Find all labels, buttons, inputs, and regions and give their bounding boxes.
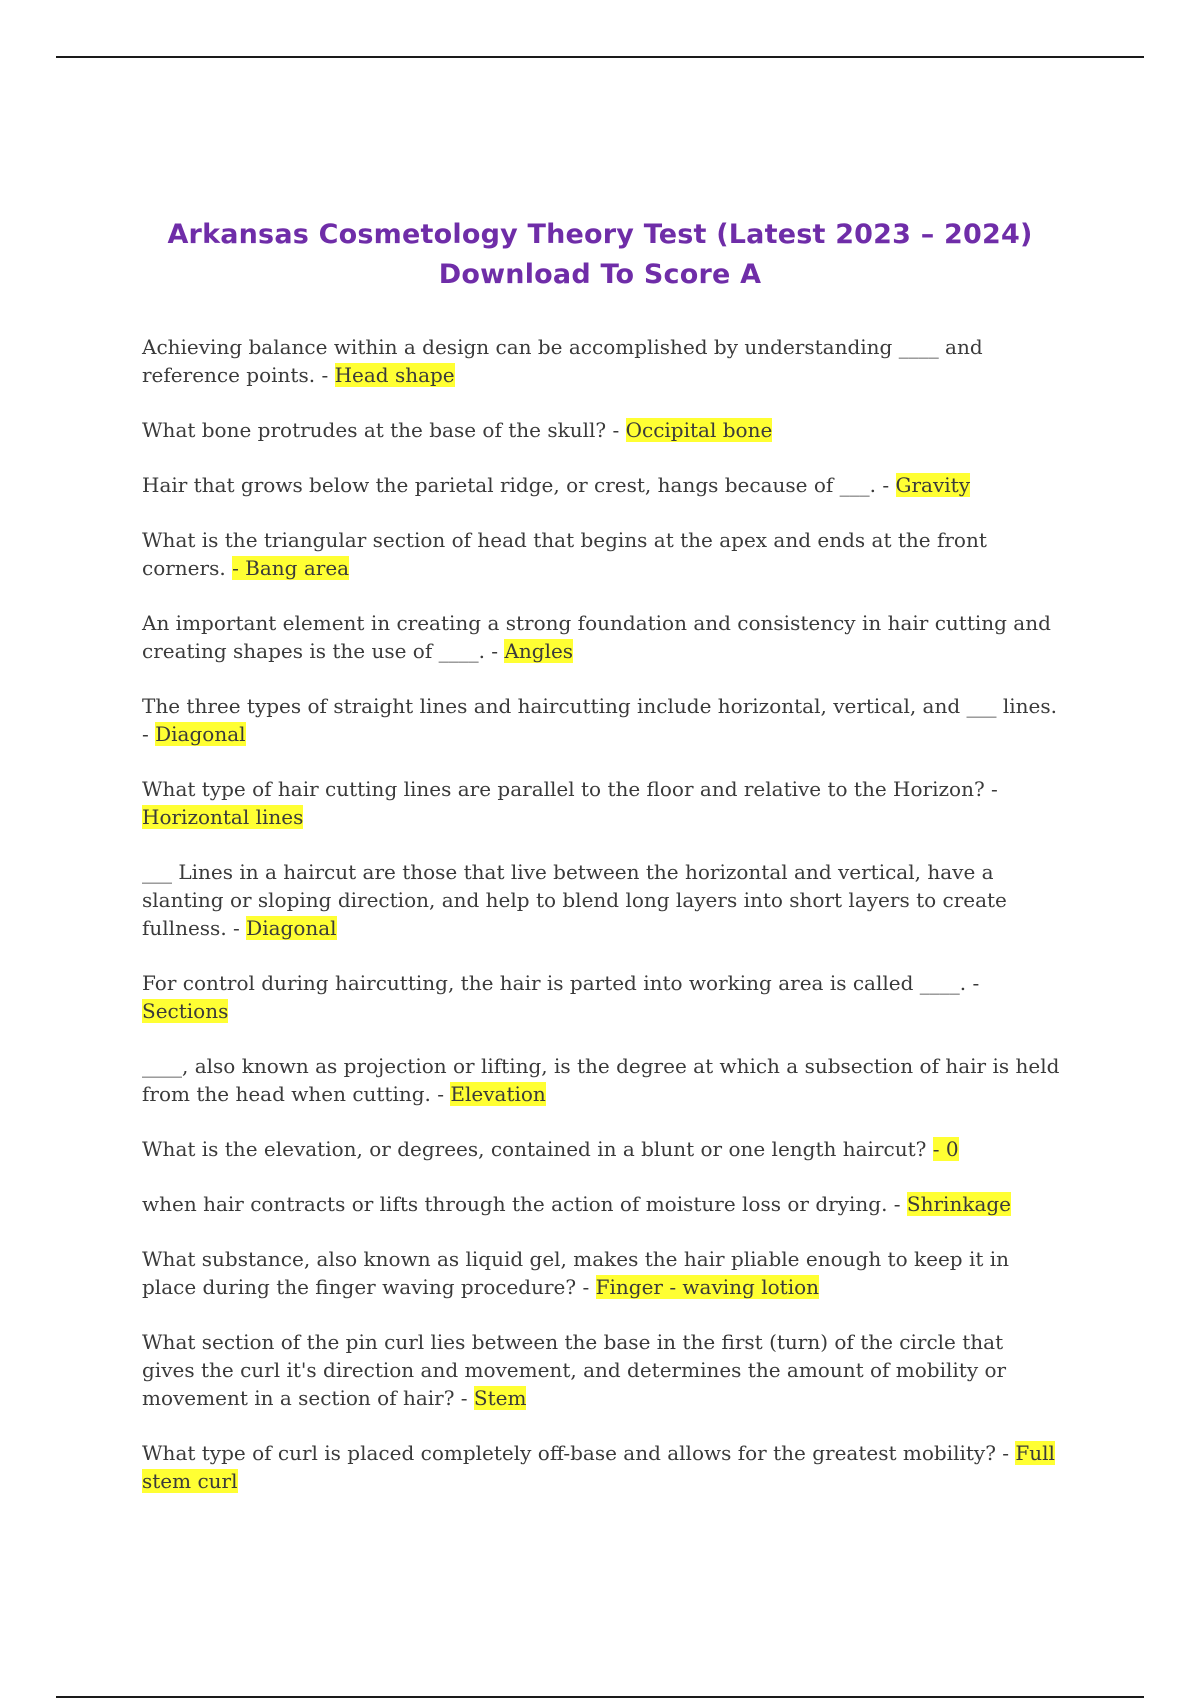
- qa-item-9: [142, 969, 1062, 1025]
- separator: -: [315, 363, 335, 387]
- question-text: What bone protrudes at the base of the skull?: [142, 418, 607, 442]
- qa-item-5: [142, 609, 1062, 665]
- answer-highlight: Gravity: [895, 473, 970, 497]
- top-rule: [56, 56, 1144, 58]
- separator: -: [995, 1441, 1016, 1465]
- separator: -: [226, 916, 247, 940]
- answer-highlight: Horizontal lines: [142, 805, 304, 829]
- qa-item-3: [142, 471, 1062, 499]
- qa-item-7: [142, 775, 1062, 831]
- separator: -: [576, 1275, 596, 1299]
- answer-highlight: Head shape: [334, 363, 455, 387]
- title-line-2: Download To Score A: [438, 259, 762, 290]
- separator: -: [606, 418, 626, 442]
- separator: -: [454, 1386, 474, 1410]
- answer-highlight: - Bang area: [232, 556, 350, 580]
- qa-item-12: [142, 1190, 1062, 1218]
- qa-item-10: [142, 1052, 1062, 1108]
- question-text: ___ Lines in a haircut are those that live between the horizontal and vertical, have a slanting or sloping direction, and help to blend long layers into short layers to create fullness.: [142, 860, 1007, 940]
- answer-highlight: Sections: [142, 999, 229, 1023]
- question-text: when hair contracts or lifts through the action of moisture loss or drying.: [142, 1192, 888, 1216]
- question-text: ____, also known as projection or lifting, is the degree at which a subsection of hair is held from the head when cutting.: [142, 1054, 1060, 1106]
- answer-highlight: Diagonal: [246, 916, 337, 940]
- qa-item-4: [142, 526, 1062, 582]
- separator: -: [887, 1192, 907, 1216]
- qa-item-1: [142, 333, 1062, 389]
- question-text: What type of curl is placed completely off-base and allows for the greatest mobility?: [142, 1441, 996, 1465]
- separator: -: [430, 1082, 451, 1106]
- question-answer-list: [142, 333, 1062, 1522]
- question-text: What is the elevation, or degrees, contained in a blunt or one length haircut?: [142, 1137, 927, 1161]
- answer-highlight: - 0: [932, 1137, 959, 1161]
- question-text: An important element in creating a strong foundation and consistency in hair cutting and creating shapes is the use of ____.: [142, 611, 1051, 663]
- answer-highlight: Full stem curl: [142, 1441, 1055, 1493]
- answer-highlight: Diagonal: [155, 722, 246, 746]
- question-text: The three types of straight lines and haircutting include horizontal, vertical, and ___ lines.: [142, 694, 1058, 718]
- question-text: What section of the pin curl lies between the base in the first (turn) of the circle that gives the curl it's direction and movement, and determines the amount of mobility or movement in a section of hair?: [142, 1330, 1007, 1410]
- bottom-rule: [56, 1696, 1144, 1698]
- qa-item-11: [142, 1135, 1062, 1163]
- document-title: [0, 215, 1200, 295]
- answer-highlight: Occipital bone: [625, 418, 773, 442]
- qa-item-14: [142, 1328, 1062, 1412]
- question-text: What substance, also known as liquid gel, makes the hair pliable enough to keep it in place during the finger waving procedure?: [142, 1247, 1010, 1299]
- separator: -: [142, 722, 156, 746]
- qa-item-8: [142, 858, 1062, 942]
- question-text: What type of hair cutting lines are parallel to the floor and relative to the Horizon?: [142, 777, 985, 801]
- qa-item-13: [142, 1245, 1062, 1301]
- qa-item-2: [142, 416, 1062, 444]
- separator: -: [484, 639, 505, 663]
- separator: [926, 1137, 932, 1161]
- question-text: What is the triangular section of head that begins at the apex and ends at the front corners.: [142, 528, 987, 580]
- answer-highlight: Shrinkage: [906, 1192, 1012, 1216]
- separator: -: [984, 777, 998, 801]
- qa-item-6: [142, 692, 1062, 748]
- answer-highlight: Elevation: [450, 1082, 546, 1106]
- answer-highlight: Stem: [473, 1386, 527, 1410]
- answer-highlight: Finger - waving lotion: [595, 1275, 820, 1299]
- question-text: Hair that grows below the parietal ridge, or crest, hangs because of ___.: [142, 473, 877, 497]
- title-line-1: Arkansas Cosmetology Theory Test (Latest 2023 – 2024): [167, 219, 1033, 250]
- question-text: Achieving balance within a design can be accomplished by understanding ____ and reference points.: [142, 335, 983, 387]
- question-text: For control during haircutting, the hair is parted into working area is called ____.: [142, 971, 967, 995]
- answer-highlight: Angles: [504, 639, 574, 663]
- separator: -: [966, 971, 980, 995]
- separator: -: [876, 473, 896, 497]
- qa-item-15: [142, 1439, 1062, 1495]
